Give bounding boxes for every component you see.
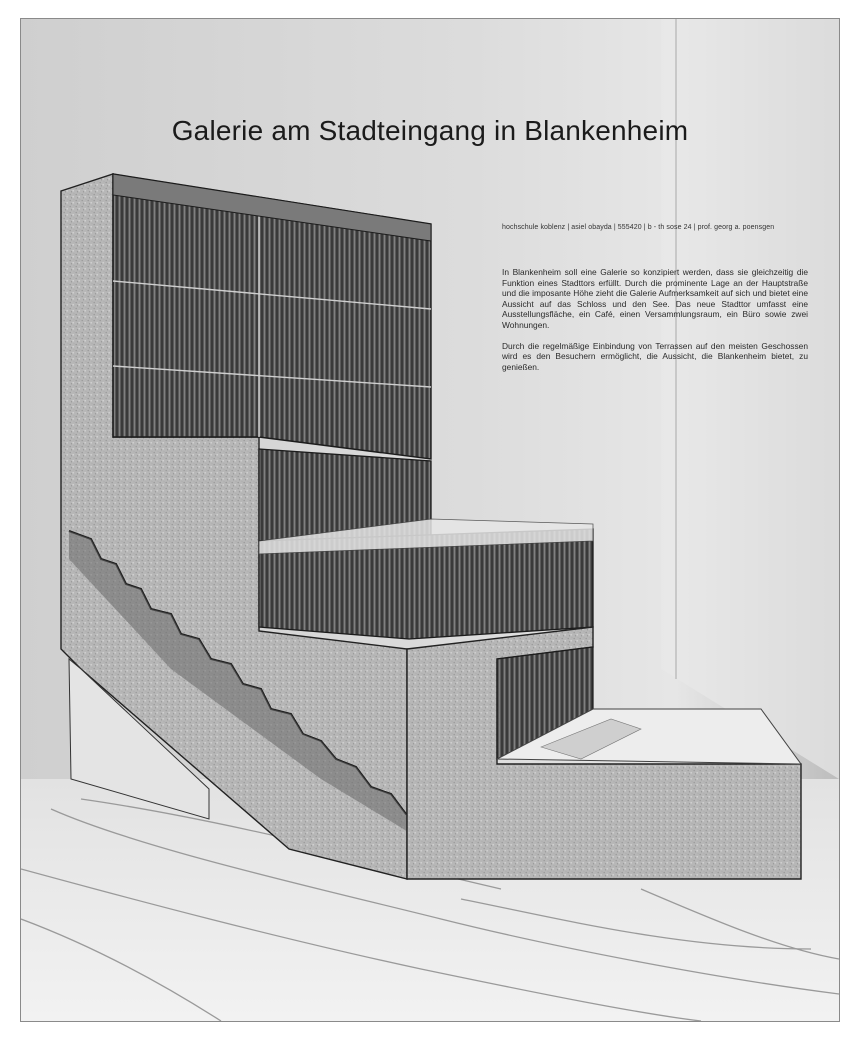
description-paragraph: In Blankenheim soll eine Galerie so konzipiert werden, dass sie gleichzeitig die Funktion eines Stadttors erfüllt. Durch die prominente Lage an der Hauptstraße und die imposante Höhe zieht die Galerie Aufmerksamkeit auf sich und bietet eine Aussicht auf das Schloss und den See. Das neue Stadttor umfasst eine Ausstellungsfläche, ein Café, einen Versammlungsraum, ein Büro sowie zwei Wohnungen. [502,267,808,330]
project-description [502,267,808,382]
poster-credits: hochschule koblenz | asiel obayda | 555420 | b - th sose 24 | prof. georg a. poensgen [502,224,775,231]
poster-frame [20,18,840,1022]
architecture-model-photo [21,19,839,1021]
description-paragraph: Durch die regelmäßige Einbindung von Terrassen auf den meisten Geschossen wird es den Besuchern ermöglicht, die Aussicht, die Blankenheim bietet, zu genießen. [502,340,808,372]
poster-title: Galerie am Stadteingang in Blankenheim [171,115,689,146]
